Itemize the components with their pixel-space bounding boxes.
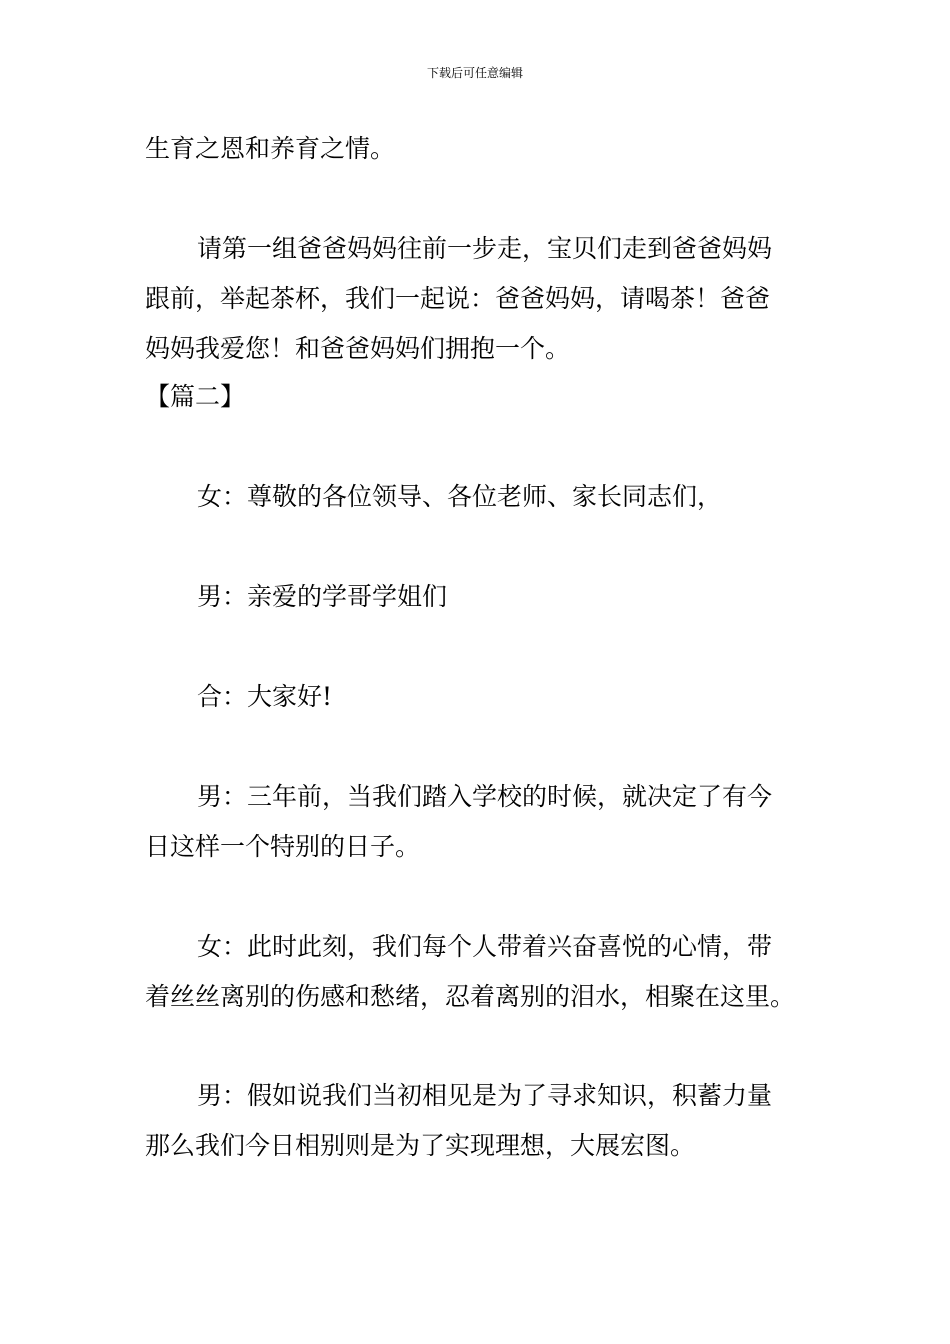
page-header-note: 下载后可任意编辑 bbox=[426, 66, 523, 80]
paragraph-line-3: 跟前，举起茶杯，我们一起说：爸爸妈妈，请喝茶！爸爸 bbox=[145, 284, 771, 313]
dialogue-line-1: 女：尊敬的各位领导、各位老师、家长同志们， bbox=[197, 482, 723, 511]
dialogue-line-5b: 着丝丝离别的伤感和愁绪，忍着离别的泪水，相聚在这里。 bbox=[145, 982, 796, 1011]
dialogue-line-4b: 日这样一个特别的日子。 bbox=[145, 832, 421, 861]
dialogue-line-6a: 男：假如说我们当初相见是为了寻求知识，积蓄力量 bbox=[197, 1081, 773, 1110]
dialogue-line-5a: 女：此时此刻，我们每个人带着兴奋喜悦的心情，带 bbox=[197, 932, 773, 961]
dialogue-line-3: 合：大家好! bbox=[197, 682, 333, 711]
dialogue-line-4a: 男：三年前，当我们踏入学校的时候，就决定了有今 bbox=[197, 782, 773, 811]
dialogue-line-2: 男：亲爱的学哥学姐们 bbox=[197, 582, 448, 611]
paragraph-line-4: 妈妈我爱您！和爸爸妈妈们拥抱一个。 bbox=[145, 334, 571, 363]
paragraph-line-1: 生育之恩和养育之情。 bbox=[145, 134, 396, 163]
section-heading: 【篇二】 bbox=[145, 382, 246, 411]
paragraph-line-2: 请第一组爸爸妈妈往前一步走，宝贝们走到爸爸妈妈 bbox=[197, 234, 773, 263]
dialogue-line-6b: 那么我们今日相别则是为了实现理想，大展宏图。 bbox=[145, 1131, 696, 1160]
